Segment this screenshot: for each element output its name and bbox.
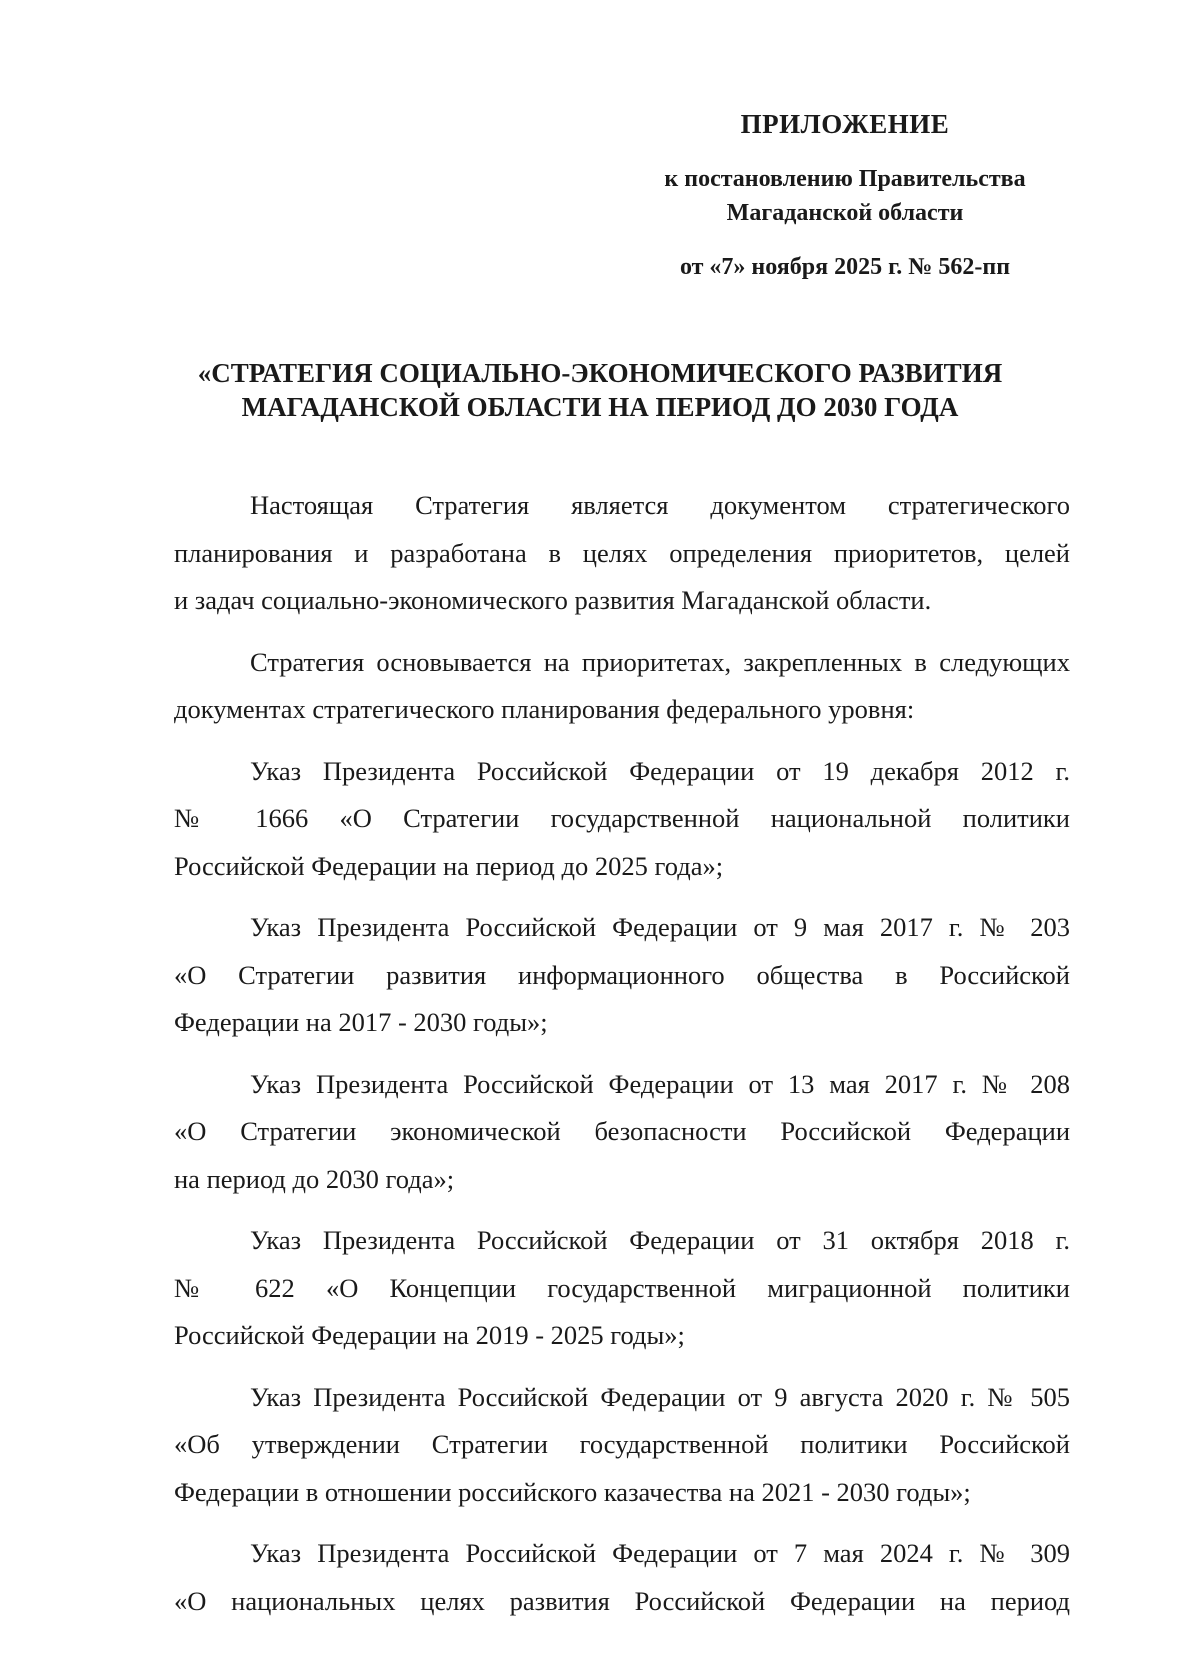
paragraph-1-line-1: Настоящая Стратегия является документом стратегического: [250, 490, 1070, 520]
paragraph-6-line-1: Указ Президента Российской Федерации от 31 октября 2018 г.: [250, 1225, 1070, 1255]
appendix-date-number: от «7» ноября 2025 г. № 562-пп: [679, 254, 1011, 280]
paragraph-2-line-2: документах стратегического планирования федерального уровня:: [174, 694, 915, 724]
paragraph-3-line-1: Указ Президента Российской Федерации от 19 декабря 2012 г.: [250, 755, 1070, 786]
paragraph-3-line-3: Российской Федерации на период до 2025 года»;: [174, 850, 724, 881]
paragraph-4-line-3: Федерации на 2017 - 2030 годы»;: [174, 1007, 548, 1037]
paragraph-gap: [174, 1203, 1070, 1217]
paragraph-5-line-3: на период до 2030 года»;: [174, 1163, 455, 1194]
paragraph-6-line-2: № 622 «О Концепции государственной миграционной политики: [174, 1272, 1070, 1303]
paragraph-8-line-1: Указ Президента Российской Федерации от 7 мая 2024 г. № 309: [250, 1538, 1070, 1568]
paragraph-gap: [174, 734, 1070, 748]
paragraph-1-line-2: планирования и разработана в целях определения приоритетов, целей: [174, 537, 1070, 568]
paragraph-5-line-2: «О Стратегии экономической безопасности Российской Федерации: [174, 1116, 1070, 1146]
paragraph-7-line-1: Указ Президента Российской Федерации от 9 августа 2020 г. № 505: [250, 1381, 1070, 1412]
title-line-1: «СТРАТЕГИЯ СОЦИАЛЬНО-ЭКОНОМИЧЕСКОГО РАЗВИТИЯ: [197, 358, 1003, 388]
paragraph-7-line-3: Федерации в отношении российского казачества на 2021 - 2030 годы»;: [174, 1476, 971, 1507]
appendix-region-line: Магаданской области: [726, 200, 964, 226]
paragraph-gap: [174, 625, 1070, 639]
title-line-2: МАГАДАНСКОЙ ОБЛАСТИ НА ПЕРИОД ДО 2030 ГОДА: [241, 392, 959, 422]
appendix-resolution-line: к постановлению Правительства: [664, 166, 1026, 192]
appendix-label: ПРИЛОЖЕНИЕ: [740, 109, 950, 139]
paragraph-gap: [174, 1047, 1070, 1061]
paragraph-7-line-2: «Об утверждении Стратегии государственной политики Российской: [174, 1429, 1070, 1459]
document-title: [150, 356, 1050, 424]
paragraph-4-line-2: «О Стратегии развития информационного общества в Российской: [174, 959, 1070, 990]
paragraph-8-line-2: «О национальных целях развития Российской Федерации на период: [174, 1585, 1070, 1616]
paragraph-2-line-1: Стратегия основывается на приоритетах, закрепленных в следующих: [250, 646, 1070, 677]
paragraph-3-line-2: № 1666 «О Стратегии государственной национальной политики: [174, 803, 1070, 833]
document-body: [174, 482, 1070, 1625]
appendix-header: [620, 106, 1070, 284]
paragraph-1-line-3: и задач социально-экономического развития Магаданской области.: [174, 585, 932, 615]
paragraph-gap: [174, 1516, 1070, 1530]
paragraph-gap: [174, 890, 1070, 904]
paragraph-5-line-1: Указ Президента Российской Федерации от 13 мая 2017 г. № 208: [250, 1068, 1070, 1099]
paragraph-4-line-1: Указ Президента Российской Федерации от 9 мая 2017 г. № 203: [250, 912, 1070, 942]
paragraph-gap: [174, 1360, 1070, 1374]
paragraph-6-line-3: Российской Федерации на 2019 - 2025 годы»;: [174, 1320, 685, 1350]
